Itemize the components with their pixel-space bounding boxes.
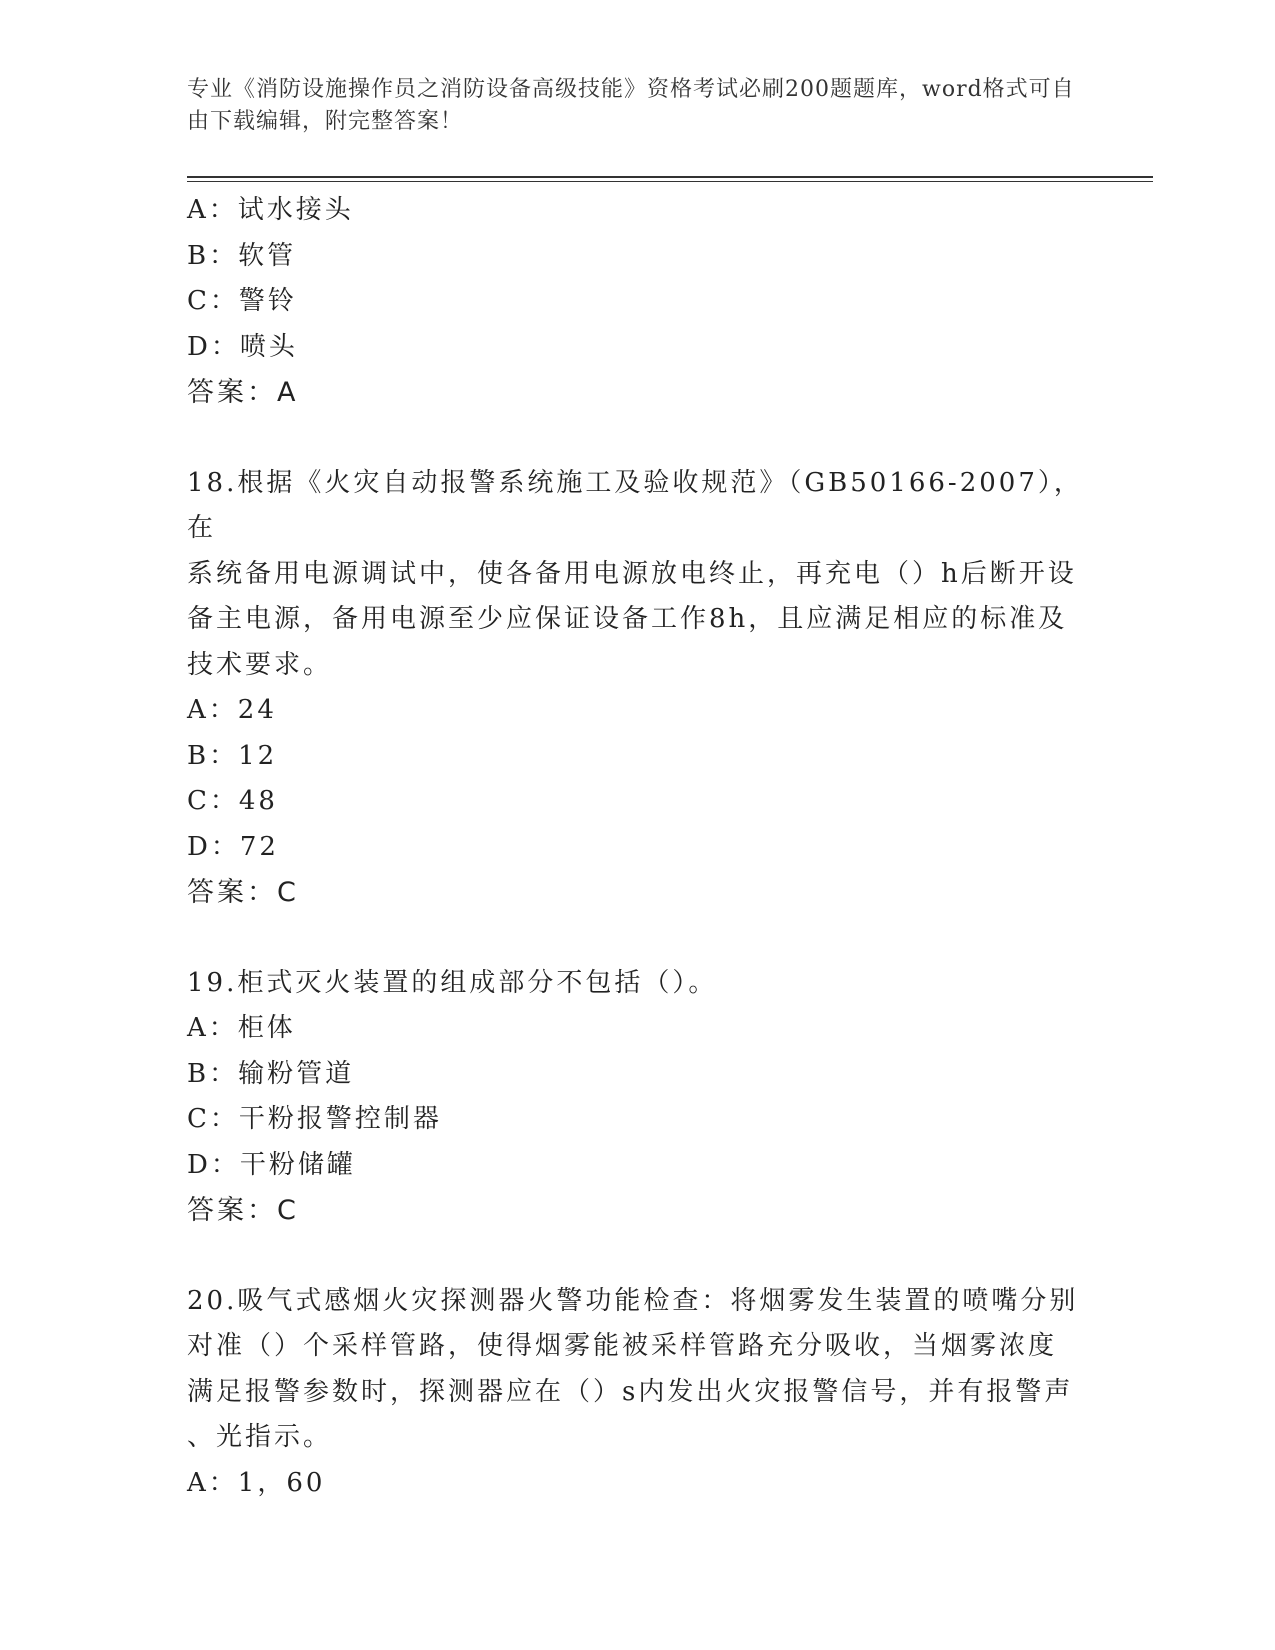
option-a: A：柜体 [187, 1013, 296, 1043]
question-19 [187, 961, 1087, 1234]
question-list [187, 188, 1087, 1506]
option-d: D：喷头 [187, 331, 298, 362]
option-a: A：试水接头 [187, 195, 354, 225]
question-18 [187, 461, 1087, 916]
option-c: C：警铃 [187, 286, 297, 316]
option-c: C：干粉报警控制器 [187, 1104, 442, 1134]
option-b: B：12 [187, 740, 278, 771]
question-stem-line: 18.根据《火灾自动报警系统施工及验收规范》（GB50166-2007），在 [187, 467, 1083, 543]
option-d: D：72 [187, 831, 279, 862]
question-20 [187, 1279, 1087, 1507]
document-header [187, 74, 1087, 138]
question-stem-line: 对准（）个采样管路，使得烟雾能被采样管路充分吸收，当烟雾浓度 [187, 1331, 1058, 1361]
question-stem-line: 技术要求。 [187, 649, 333, 680]
option-d: D：干粉储罐 [187, 1149, 356, 1180]
option-a: A：1，60 [187, 1467, 326, 1498]
header-divider-thick [187, 176, 1153, 178]
spacer [187, 416, 1087, 461]
option-c: C：48 [187, 786, 278, 816]
question-stem-line: 、光指示。 [187, 1422, 333, 1452]
header-text: 专业《消防设施操作员之消防设备高级技能》资格考试必刷200题题库，word格式可自由下载编辑，附完整答案！ [187, 77, 1075, 134]
option-a: A：24 [187, 695, 277, 725]
question-stem-line: 备主电源，备用电源至少应保证设备工作8h，且应满足相应的标准及 [187, 604, 1068, 634]
question-17 [187, 188, 1087, 416]
question-stem-line: 19.柜式灭火装置的组成部分不包括（）。 [187, 967, 718, 998]
spacer [187, 916, 1087, 961]
option-b: B：软管 [187, 240, 297, 271]
header-divider-thin [187, 181, 1153, 182]
option-b: B：输粉管道 [187, 1058, 355, 1089]
spacer [187, 1234, 1087, 1279]
answer: 答案：C [187, 877, 299, 908]
answer: 答案：A [187, 377, 299, 408]
question-stem-line: 20.吸气式感烟火灾探测器火警功能检查：将烟雾发生装置的喷嘴分别 [187, 1285, 1079, 1316]
question-stem-line: 系统备用电源调试中，使各备用电源放电终止，再充电（）h后断开设 [187, 558, 1077, 589]
question-stem-line: 满足报警参数时，探测器应在（）s内发出火灾报警信号，并有报警声 [187, 1376, 1074, 1407]
answer: 答案：C [187, 1195, 299, 1226]
